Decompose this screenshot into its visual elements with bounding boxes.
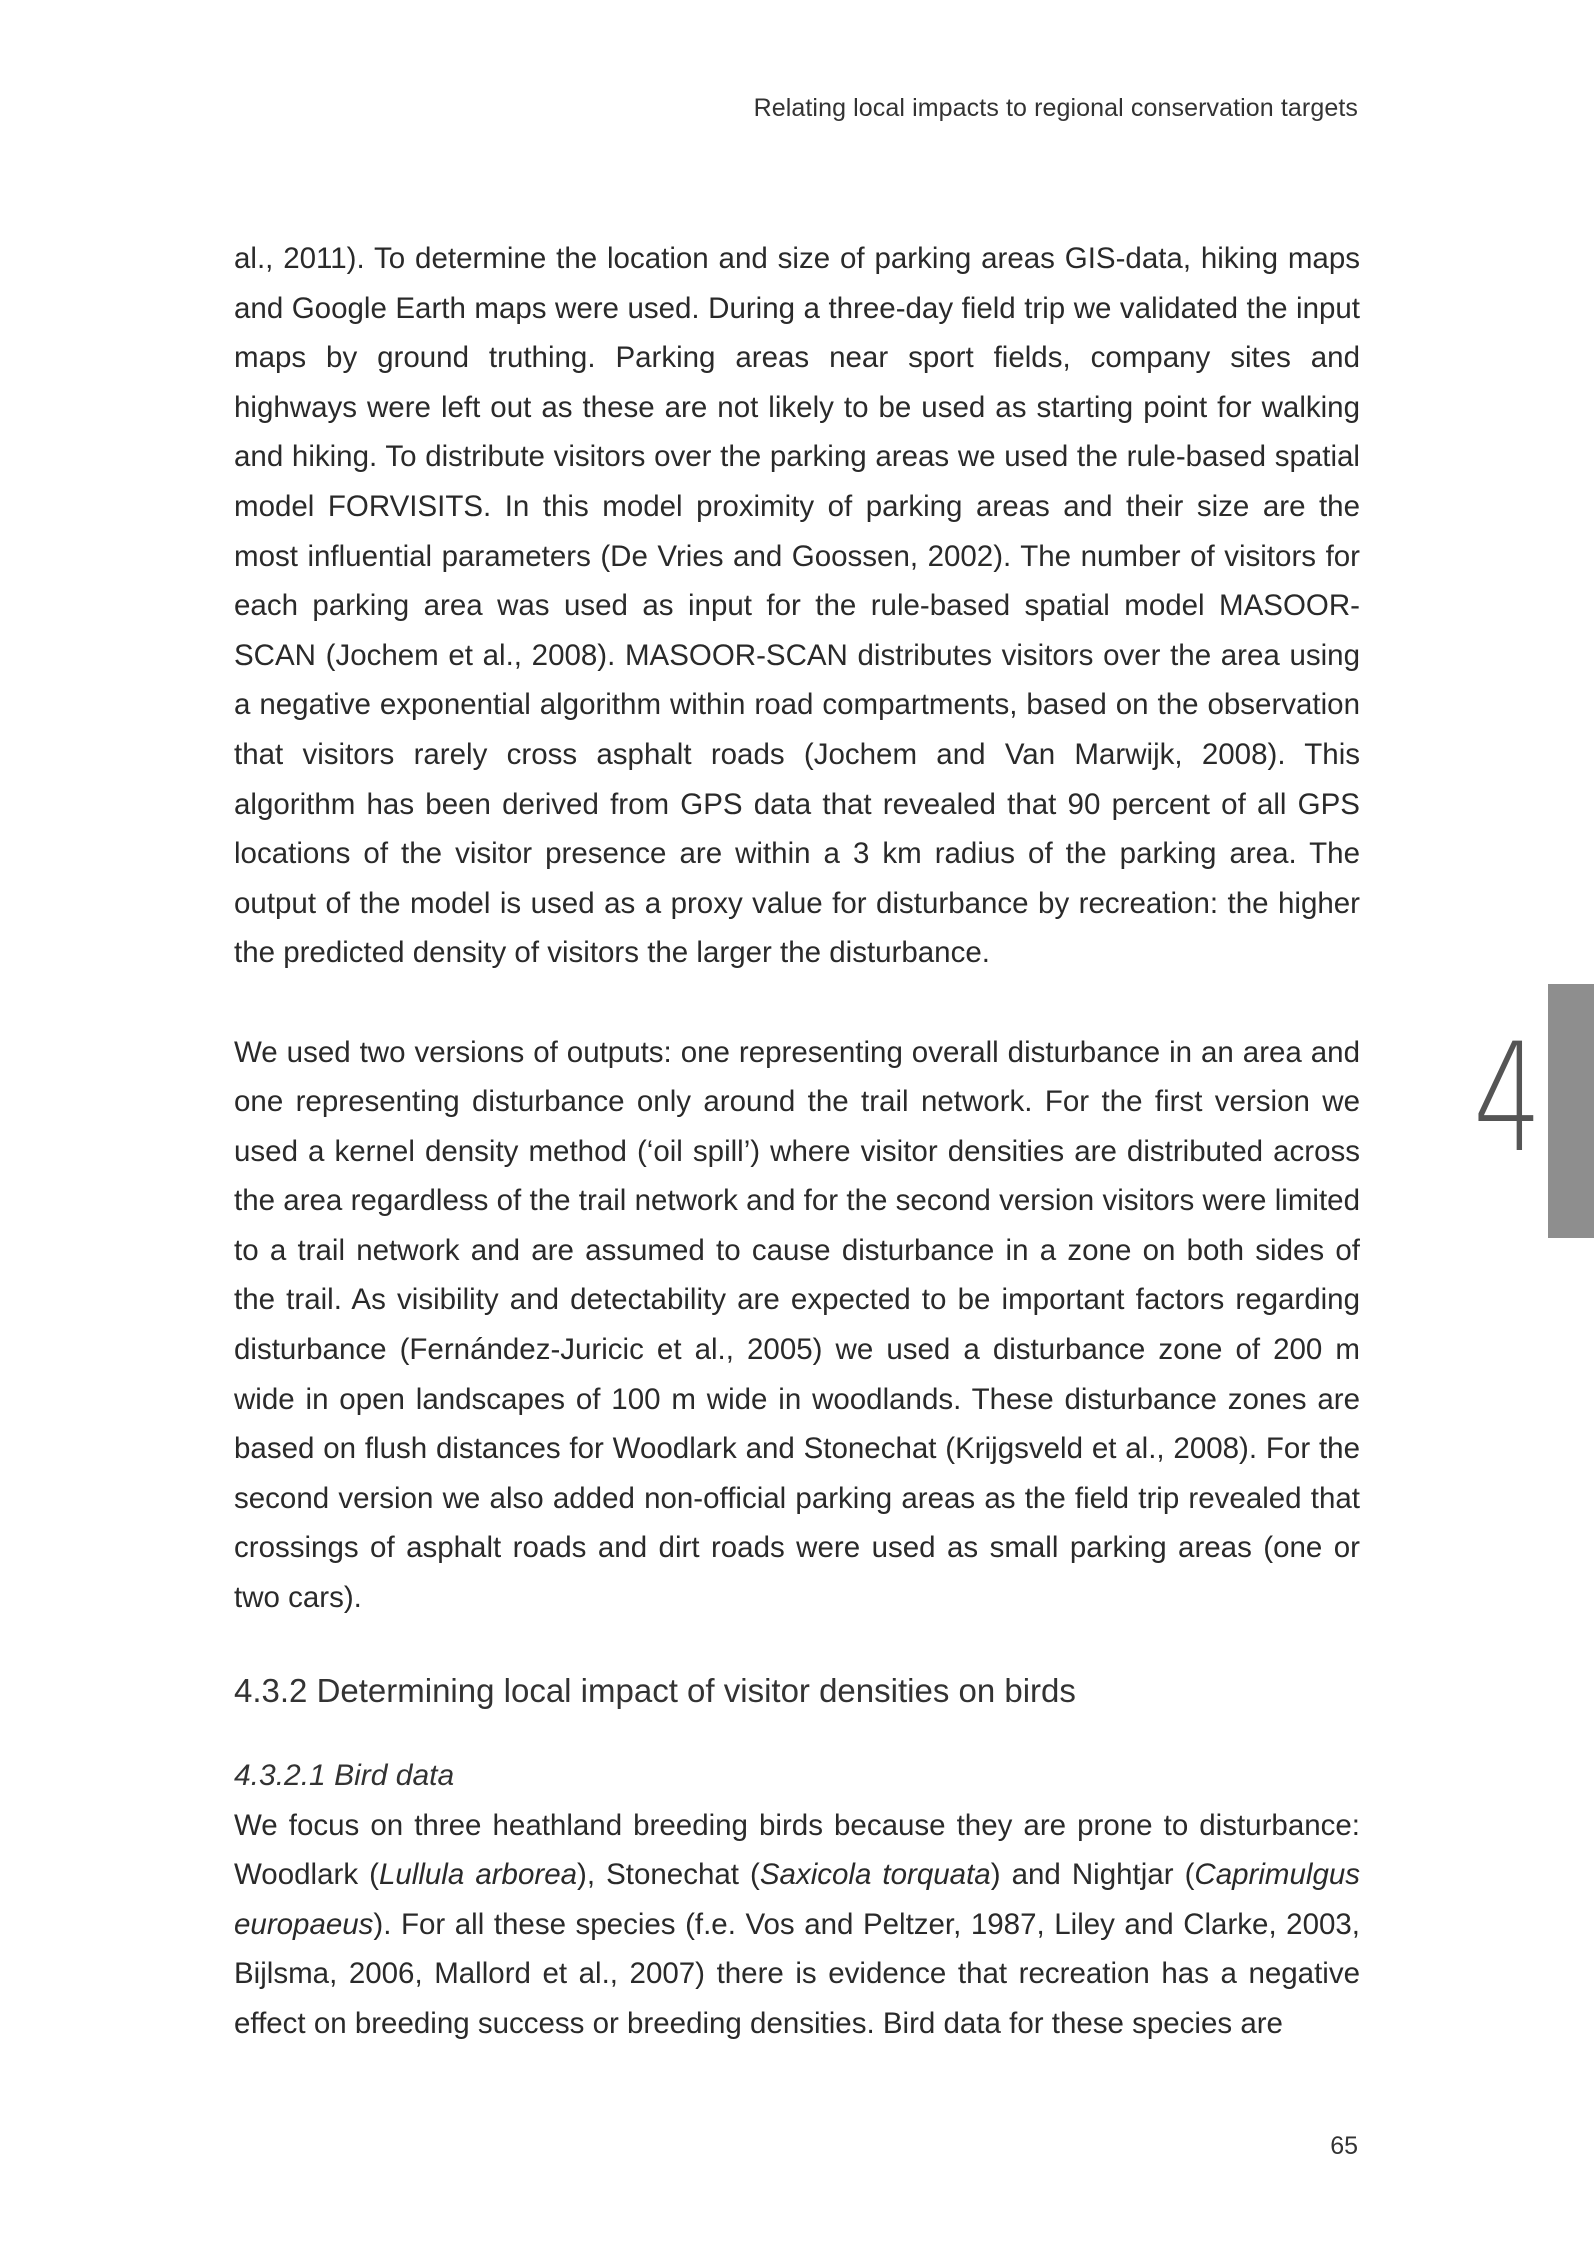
species-name-saxicola: Saxicola torquata — [759, 1858, 991, 1892]
chapter-number: 4 — [1473, 1012, 1542, 1186]
paragraph-3-part-1: We focus on three heathland breeding birds because they are prone to disturbance: Woodlark ( — [234, 1808, 1360, 1892]
paragraph-3-part-2: ), Stonechat ( — [577, 1858, 760, 1892]
paragraph-1: al., 2011). To determine the location and size of parking areas GIS-data, hiking maps and Google Earth maps were used. During a three-day field trip we validated the input maps by ground truthing. Parking areas near sport fields, company sites and highways were left out as these are not likely to be used as starting point for walking and hiking. To distribute visitors over the parking areas we used the rule-based spatial model FORVISITS. In this model proximity of parking areas and their size are the most influential parameters (De Vries and Goossen, 2002). The number of visitors for each parking area was used as input for the rule-based spatial model MASOOR-SCAN (Jochem et al., 2008). MASOOR-SCAN distributes visitors over the area using a negative exponential algorithm within road compartments, based on the observation that visitors rarely cross asphalt roads (Jochem and Van Marwijk, 2008). This algorithm has been derived from GPS data that revealed that 90 percent of all GPS locations of the visitor presence are within a 3 km radius of the parking area. The output of the model is used as a proxy value for disturbance by recreation: the higher the predicted density of visitors the larger the disturbance. — [234, 242, 1360, 970]
paragraph-2: We used two versions of outputs: one representing overall disturbance in an area and one representing disturbance only around the trail network. For the first version we used a kernel density method (‘oil spill’) where visitor densities are distributed across the area regardless of the trail network and for the second version visitors were limited to a trail network and are assumed to cause disturbance in a zone on both sides of the trail. As visibility and detectability are expected to be important factors regarding disturbance (Fernández-Juricic et al., 2005) we used a disturbance zone of 200 m wide in open landscapes of 100 m wide in woodlands. These disturbance zones are based on flush distances for Woodlark and Stonechat (Krijgsveld et al., 2008). For the second version we also added non-official parking areas as the field trip revealed that crossings of asphalt roads and dirt roads were used as small parking areas (one or two cars). — [234, 1035, 1360, 1615]
species-name-caprimulgus: Caprimulgus europaeus — [234, 1858, 1361, 1941]
section-heading: 4.3.2 Determining local impact of visitor densities on birds — [234, 1671, 1076, 1709]
body-text — [234, 234, 1360, 2049]
paragraph-3-part-3: ) and Nightjar ( — [990, 1858, 1195, 1892]
species-name-lullula: Lullula arborea — [378, 1858, 578, 1892]
page-number: 65 — [1330, 2132, 1358, 2160]
paragraph-3 — [234, 1801, 1360, 2049]
subsection-heading: 4.3.2.1 Bird data — [234, 1758, 455, 1792]
running-header: Relating local impacts to regional conservation targets — [753, 94, 1358, 122]
chapter-thumb-tab — [1548, 984, 1594, 1238]
paragraph-3-part-4: ). For all these species (f.e. Vos and Peltzer, 1987, Liley and Clarke, 2003, Bijlsma, 2006, Mallord et al., 2007) there is evidence that recreation has a negative effect on breeding success or breeding densities. Bird data for these species are — [234, 1907, 1360, 2040]
